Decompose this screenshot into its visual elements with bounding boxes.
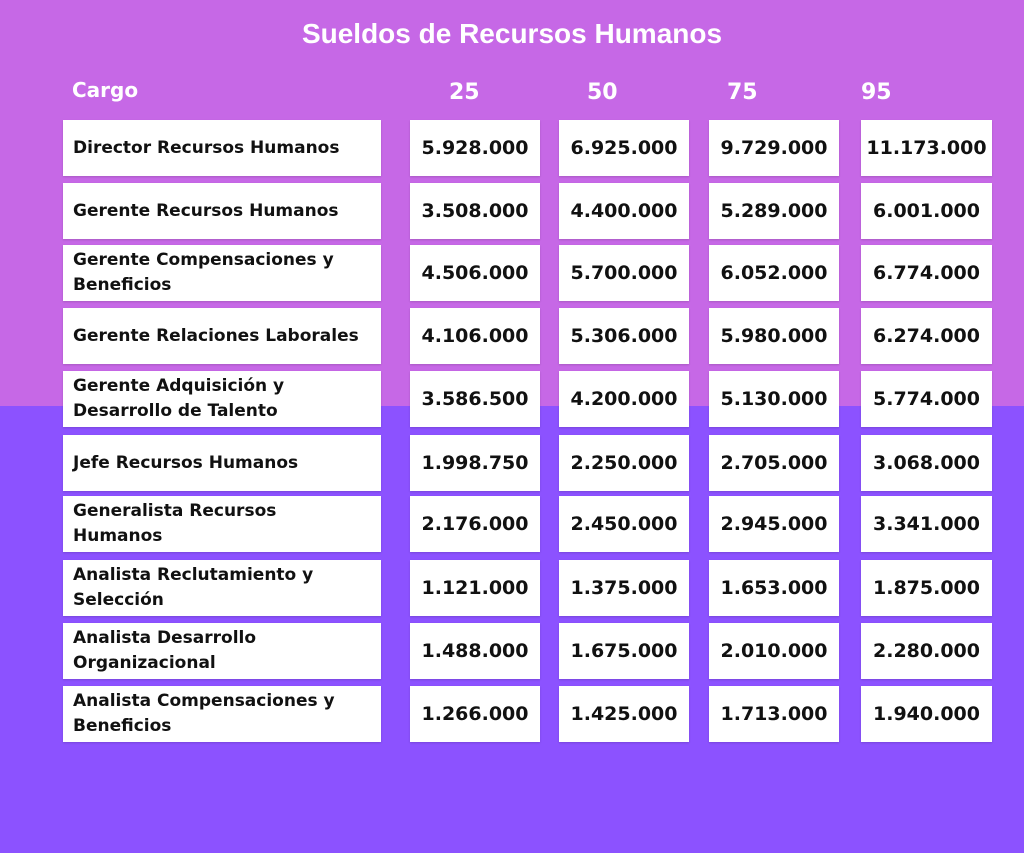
table-row — [0, 686, 1024, 742]
salary-p95-cell: 1.875.000 — [861, 560, 992, 616]
salary-p25-cell: 1.121.000 — [410, 560, 540, 616]
table-row — [0, 496, 1024, 552]
header-percentile-95: 95 — [861, 80, 892, 105]
salary-p50-cell: 4.400.000 — [559, 183, 689, 239]
salary-p95-cell: 11.173.000 — [861, 120, 992, 176]
table-row — [0, 308, 1024, 364]
salary-p95-cell: 5.774.000 — [861, 371, 992, 427]
header-percentile-25: 25 — [449, 80, 480, 105]
cargo-cell: Analista Desarrollo Organizacional — [63, 623, 381, 679]
salary-p75-cell: 2.010.000 — [709, 623, 839, 679]
salary-p50-cell: 1.425.000 — [559, 686, 689, 742]
salary-p95-cell: 6.274.000 — [861, 308, 992, 364]
salary-p75-cell: 5.130.000 — [709, 371, 839, 427]
salary-p50-cell: 2.450.000 — [559, 496, 689, 552]
table-row — [0, 371, 1024, 427]
salary-p75-cell: 2.705.000 — [709, 435, 839, 491]
salary-p25-cell: 1.998.750 — [410, 435, 540, 491]
cargo-cell: Gerente Relaciones Laborales — [63, 308, 381, 364]
salary-p25-cell: 2.176.000 — [410, 496, 540, 552]
salary-p95-cell: 3.068.000 — [861, 435, 992, 491]
salary-p95-cell: 3.341.000 — [861, 496, 992, 552]
salary-p75-cell: 1.713.000 — [709, 686, 839, 742]
cargo-cell: Jefe Recursos Humanos — [63, 435, 381, 491]
salary-p95-cell: 2.280.000 — [861, 623, 992, 679]
salary-p75-cell: 5.289.000 — [709, 183, 839, 239]
salary-p25-cell: 4.106.000 — [410, 308, 540, 364]
table-row — [0, 245, 1024, 301]
salary-p50-cell: 6.925.000 — [559, 120, 689, 176]
header-cargo: Cargo — [72, 78, 139, 102]
salary-p25-cell: 4.506.000 — [410, 245, 540, 301]
cargo-cell: Analista Compensaciones y Beneficios — [63, 686, 381, 742]
salary-p50-cell: 1.375.000 — [559, 560, 689, 616]
salary-p75-cell: 1.653.000 — [709, 560, 839, 616]
table-row — [0, 560, 1024, 616]
header-percentile-75: 75 — [727, 80, 758, 105]
salary-p50-cell: 5.700.000 — [559, 245, 689, 301]
salary-p25-cell: 5.928.000 — [410, 120, 540, 176]
table-row — [0, 120, 1024, 176]
salary-p95-cell: 6.774.000 — [861, 245, 992, 301]
salary-p25-cell: 3.508.000 — [410, 183, 540, 239]
header-percentile-50: 50 — [587, 80, 618, 105]
cargo-cell: Gerente Recursos Humanos — [63, 183, 381, 239]
table-row — [0, 623, 1024, 679]
salary-p75-cell: 5.980.000 — [709, 308, 839, 364]
page-title: Sueldos de Recursos Humanos — [301, 18, 723, 49]
salary-p95-cell: 1.940.000 — [861, 686, 992, 742]
salary-p25-cell: 1.488.000 — [410, 623, 540, 679]
cargo-cell: Generalista Recursos Humanos — [63, 496, 381, 552]
cargo-cell: Gerente Compensaciones y Beneficios — [63, 245, 381, 301]
salary-p25-cell: 3.586.500 — [410, 371, 540, 427]
salary-p50-cell: 1.675.000 — [559, 623, 689, 679]
cargo-cell: Gerente Adquisición y Desarrollo de Talento — [63, 371, 381, 427]
cargo-cell: Analista Reclutamiento y Selección — [63, 560, 381, 616]
table-row — [0, 435, 1024, 491]
salary-p75-cell: 6.052.000 — [709, 245, 839, 301]
cargo-cell: Director Recursos Humanos — [63, 120, 381, 176]
salary-p50-cell: 4.200.000 — [559, 371, 689, 427]
salary-p50-cell: 2.250.000 — [559, 435, 689, 491]
table-row — [0, 183, 1024, 239]
salary-p75-cell: 2.945.000 — [709, 496, 839, 552]
salary-p75-cell: 9.729.000 — [709, 120, 839, 176]
salary-p95-cell: 6.001.000 — [861, 183, 992, 239]
salary-p25-cell: 1.266.000 — [410, 686, 540, 742]
salary-p50-cell: 5.306.000 — [559, 308, 689, 364]
